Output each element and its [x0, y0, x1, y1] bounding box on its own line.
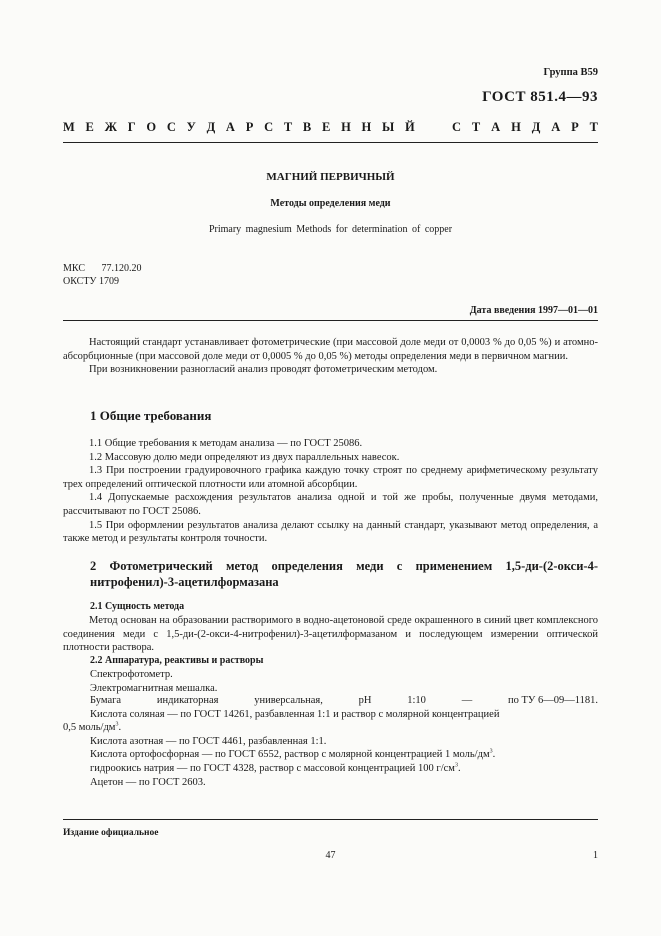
banner-letter: Ы: [382, 120, 395, 134]
clause-2-1-paragraph: Метод основан на образовании растворимого в водно-ацетоновой среде окрашенного в синий цвет комплексного соединения меди с 1,5-ди-(2-окси-4-нитрофенил)-3-ацетилформазаном и последующем измерении оптической плотности раствора.: [63, 615, 598, 654]
reagent-word: индикаторная: [156, 695, 219, 706]
group-label: Группа В59: [543, 67, 598, 78]
banner-interstate: [63, 120, 415, 135]
banner-letter: Т: [283, 120, 293, 134]
banner-letter: С: [452, 120, 462, 134]
banner-letter: А: [551, 120, 561, 134]
banner-letter: С: [166, 120, 176, 134]
reagent-text: Кислота ортофосфорная — по ГОСТ 6552, раствор с молярной концентрацией 1 моль/дм: [90, 749, 490, 760]
reagent-item-continuation: [63, 721, 598, 735]
standard-banner: [63, 120, 598, 135]
banner-letter: Р: [571, 120, 579, 134]
gost-number: ГОСТ 851.4—93: [482, 89, 598, 105]
page-number: 47: [325, 850, 336, 861]
edition-label: Издание официальное: [63, 828, 159, 838]
reagent-word: 1:10: [407, 695, 426, 706]
introduction-date: Дата введения 1997—01—01: [469, 305, 598, 316]
date-rule: [63, 320, 598, 321]
banner-letter: Т: [589, 120, 598, 134]
intro-paragraph: При возникновении разногласий анализ проводят фотометрическим методом.: [89, 364, 438, 376]
reagent-text: 0,5 моль/дм: [63, 722, 116, 733]
banner-letter: Й: [405, 120, 415, 134]
reagent-item-phosphoric-acid: [90, 748, 598, 762]
banner-letter: Р: [245, 120, 254, 134]
reagent-word: по ТУ 6—09—1181.: [508, 695, 598, 706]
clause-2-2-heading: 2.2 Аппаратура, реактивы и растворы: [90, 655, 264, 666]
document-english-title: Primary magnesium Methods for determination of copper: [208, 224, 453, 235]
mks-key: МКС: [63, 263, 85, 274]
banner-letter: В: [302, 120, 312, 134]
banner-letter: А: [491, 120, 501, 134]
clause-2-1-heading: 2.1 Сущность метода: [90, 601, 185, 612]
banner-letter: Е: [321, 120, 331, 134]
banner-letter: У: [186, 120, 196, 134]
document-subtitle: Методы определения меди: [270, 198, 391, 209]
clause-1-3: 1.3 При построении градуировочного графика каждую точку строят по среднему арифметическому результату трех определений оптической плотности или атомной абсорбции.: [63, 465, 598, 490]
banner-letter: О: [146, 120, 157, 134]
reagent-item-acetone: Ацетон — по ГОСТ 2603.: [90, 777, 206, 788]
classification-codes: [63, 262, 142, 288]
equipment-item: Электромагнитная мешалка.: [90, 683, 218, 694]
punctuation: .: [492, 749, 496, 760]
superscript: 3: [454, 762, 458, 769]
footer-rule: [63, 819, 598, 820]
okstu-code: ОКСТУ 1709: [63, 276, 120, 287]
reagent-item-sodium-hydroxide: [90, 762, 598, 776]
header-rule: [63, 142, 598, 143]
banner-letter: С: [264, 120, 274, 134]
superscript: 3: [489, 748, 493, 755]
banner-letter: Д: [206, 120, 216, 134]
reagent-word: —: [461, 695, 473, 706]
reagent-item-indicator-paper: [90, 694, 598, 708]
clause-2-1-text: [63, 614, 598, 655]
reagent-word: универсальная,: [254, 695, 323, 706]
section-1-heading: 1 Общие требования: [90, 408, 212, 423]
mks-value: 77.120.20: [101, 263, 142, 274]
banner-letter: Н: [361, 120, 372, 134]
banner-letter: М: [63, 120, 75, 134]
intro-text: [63, 336, 598, 377]
reagent-text: Кислота соляная — по ГОСТ 14261, разбавленная 1:1 и раствор с молярной концентрацией: [90, 709, 500, 720]
clause-1-2: 1.2 Массовую долю меди определяют из двух параллельных навесок.: [89, 451, 400, 463]
intro-paragraph: Настоящий стандарт устанавливает фотометрические (при массовой доле меди от 0,0003 % до 0,05 %) и атомно-абсорбционные (при массовой доле меди от 0,0005 % до 0,05 %) методы определения меди в первичном магнии.: [63, 337, 598, 362]
reagent-item-hydrochloric-acid: [90, 708, 598, 722]
banner-letter: Н: [341, 120, 351, 134]
section-2-heading: 2 Фотометрический метод определения меди с применением 1,5-ди-(2-окси-4-нитрофенил)-3-ацетилформазана: [90, 559, 598, 589]
superscript: 3: [115, 721, 119, 728]
punctuation: .: [457, 763, 461, 774]
sheet-number: 1: [593, 850, 598, 861]
banner-letter: Т: [471, 120, 481, 134]
clause-1-5: 1.5 При оформлении результатов анализа делают ссылку на данный стандарт, указывают метод определения, а также метод и результаты контроля точности.: [63, 519, 598, 545]
clause-1-4: 1.4 Допускаемые расхождения результатов анализа одной и той же пробы, полученные двумя методами, рассчитывают по ГОСТ 25086.: [63, 492, 598, 517]
reagent-word: Бумага: [90, 695, 122, 706]
banner-standard: [452, 120, 598, 135]
document-title: МАГНИЙ ПЕРВИЧНЫЙ: [266, 171, 395, 183]
banner-letter: Д: [531, 120, 541, 134]
banner-letter: Е: [85, 120, 94, 134]
reagent-text: гидроокись натрия — по ГОСТ 4328, раствор с массовой концентрацией 100 г/см: [90, 763, 455, 774]
banner-letter: Г: [127, 120, 136, 134]
reagent-word: pH: [358, 695, 372, 706]
punctuation: .: [118, 722, 122, 733]
banner-letter: А: [225, 120, 235, 134]
clause-1-1: 1.1 Общие требования к методам анализа — по ГОСТ 25086.: [89, 438, 363, 449]
banner-letter: Ж: [104, 120, 117, 134]
reagent-item-nitric-acid: Кислота азотная — по ГОСТ 4461, разбавленная 1:1.: [90, 736, 327, 747]
banner-letter: Н: [511, 120, 521, 134]
equipment-item: Спектрофотометр.: [90, 669, 173, 680]
section-1-text: [63, 437, 598, 546]
